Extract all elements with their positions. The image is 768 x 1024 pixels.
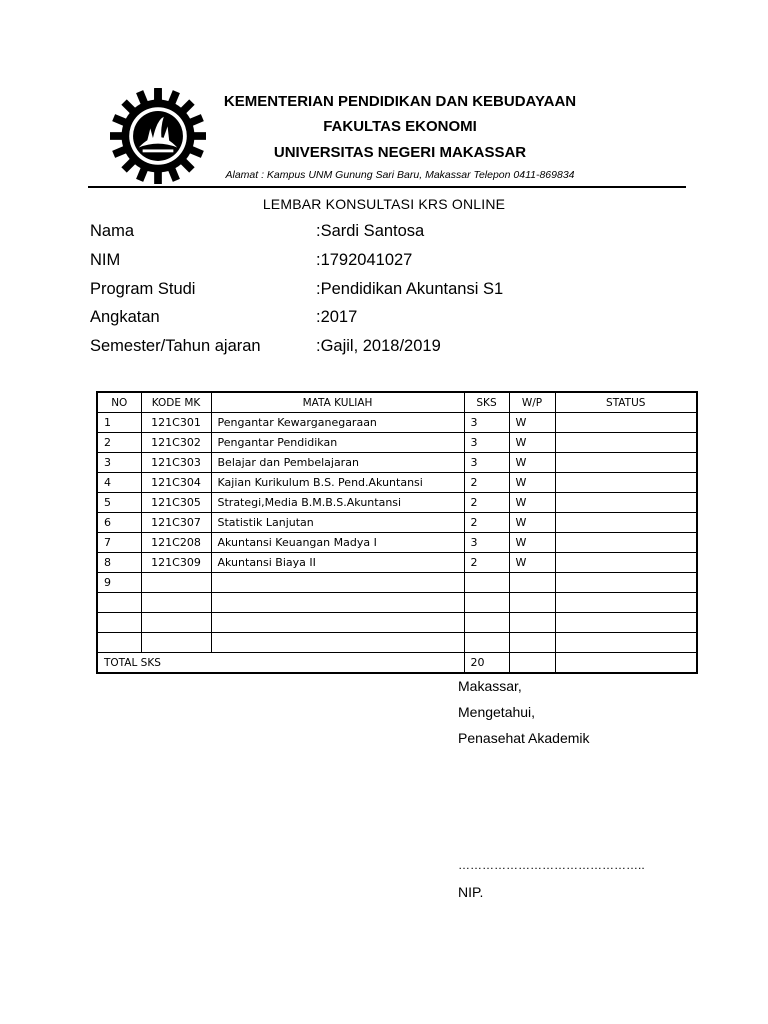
table-row <box>97 573 697 593</box>
header-sks: SKS <box>464 392 509 413</box>
nim-label: NIM <box>90 251 121 269</box>
cell-status <box>555 473 697 493</box>
cell-kode-mk: 121C305 <box>141 493 211 513</box>
total-status-cell <box>555 653 697 674</box>
table-row <box>97 453 697 473</box>
cell-no: 8 <box>97 553 141 573</box>
cell-no <box>97 613 141 633</box>
cell-status <box>555 593 697 613</box>
address-line: Alamat : Kampus UNM Gunung Sari Baru, Makassar Telepon 0411-869834 <box>225 169 575 181</box>
cell-sks <box>464 593 509 613</box>
cell-kode-mk: 121C307 <box>141 513 211 533</box>
cell-sks: 3 <box>464 453 509 473</box>
cell-sks: 3 <box>464 413 509 433</box>
total-sks-value: 20 <box>464 653 509 674</box>
cell-sks <box>464 633 509 653</box>
cell-no: 9 <box>97 573 141 593</box>
cell-wp <box>509 573 555 593</box>
faculty-name: FAKULTAS EKONOMI <box>323 118 477 135</box>
cell-mata-kuliah: Akuntansi Keuangan Madya I <box>211 533 464 553</box>
cell-kode-mk <box>141 593 211 613</box>
cell-no: 5 <box>97 493 141 513</box>
cell-status <box>555 553 697 573</box>
cell-wp <box>509 633 555 653</box>
cell-wp <box>509 613 555 633</box>
cell-sks: 2 <box>464 493 509 513</box>
cell-kode-mk <box>141 613 211 633</box>
total-sks-label: TOTAL SKS <box>97 653 464 674</box>
cell-no: 3 <box>97 453 141 473</box>
semester-value: :Gajil, 2018/2019 <box>316 337 441 355</box>
cell-no: 4 <box>97 473 141 493</box>
cell-sks: 2 <box>464 473 509 493</box>
cell-status <box>555 433 697 453</box>
cell-mata-kuliah: Pengantar Pendidikan <box>211 433 464 453</box>
cell-sks: 3 <box>464 533 509 553</box>
cell-kode-mk: 121C304 <box>141 473 211 493</box>
header-wp: W/P <box>509 392 555 413</box>
cell-no: 2 <box>97 433 141 453</box>
cell-wp: W <box>509 473 555 493</box>
table-row <box>97 553 697 573</box>
cell-wp: W <box>509 413 555 433</box>
program-label: Program Studi <box>90 280 196 298</box>
table-row <box>97 633 697 653</box>
cell-status <box>555 493 697 513</box>
table-row <box>97 473 697 493</box>
total-row <box>97 653 697 674</box>
cell-status <box>555 413 697 433</box>
table-row <box>97 493 697 513</box>
cell-sks: 2 <box>464 553 509 573</box>
name-label: Nama <box>90 222 135 240</box>
table-row <box>97 413 697 433</box>
cell-no: 7 <box>97 533 141 553</box>
sign-place: Makassar, <box>458 678 522 694</box>
university-name: UNIVERSITAS NEGERI MAKASSAR <box>273 144 527 161</box>
sign-role: Penasehat Akademik <box>458 730 590 746</box>
cell-mata-kuliah: Statistik Lanjutan <box>211 513 464 533</box>
cell-kode-mk: 121C303 <box>141 453 211 473</box>
cell-kode-mk <box>141 633 211 653</box>
signature-dots: ……………………………………….. <box>458 858 645 872</box>
name-value: :Sardi Santosa <box>316 222 425 240</box>
cell-kode-mk: 121C309 <box>141 553 211 573</box>
year-label: Angkatan <box>90 308 160 326</box>
cell-mata-kuliah: Belajar dan Pembelajaran <box>211 453 464 473</box>
cell-status <box>555 573 697 593</box>
cell-kode-mk: 121C302 <box>141 433 211 453</box>
table-row <box>97 513 697 533</box>
cell-mata-kuliah: Strategi,Media B.M.B.S.Akuntansi <box>211 493 464 513</box>
header-kode-mk: KODE MK <box>141 392 211 413</box>
cell-no: 1 <box>97 413 141 433</box>
cell-sks: 2 <box>464 513 509 533</box>
cell-no <box>97 633 141 653</box>
nim-value: :1792041027 <box>316 251 413 269</box>
header-mata-kuliah: MATA KULIAH <box>211 392 464 413</box>
cell-kode-mk: 121C301 <box>141 413 211 433</box>
cell-status <box>555 513 697 533</box>
cell-wp: W <box>509 513 555 533</box>
table-row <box>97 533 697 553</box>
header-no: NO <box>97 392 141 413</box>
form-title: LEMBAR KONSULTASI KRS ONLINE <box>262 196 506 212</box>
cell-wp <box>509 593 555 613</box>
cell-wp: W <box>509 553 555 573</box>
cell-mata-kuliah <box>211 613 464 633</box>
cell-sks: 3 <box>464 433 509 453</box>
cell-status <box>555 633 697 653</box>
table-row <box>97 593 697 613</box>
total-wp-cell <box>509 653 555 674</box>
sign-acknowledged: Mengetahui, <box>458 704 536 720</box>
cell-wp: W <box>509 533 555 553</box>
semester-label: Semester/Tahun ajaran <box>90 337 261 355</box>
year-value: :2017 <box>316 308 358 326</box>
cell-sks <box>464 613 509 633</box>
krs-table <box>96 391 698 674</box>
table-header-row <box>97 392 697 413</box>
cell-kode-mk <box>141 573 211 593</box>
cell-mata-kuliah: Akuntansi Biaya II <box>211 553 464 573</box>
cell-no <box>97 593 141 613</box>
cell-mata-kuliah <box>211 573 464 593</box>
cell-wp: W <box>509 433 555 453</box>
cell-kode-mk: 121C208 <box>141 533 211 553</box>
cell-mata-kuliah <box>211 633 464 653</box>
cell-mata-kuliah <box>211 593 464 613</box>
cell-no: 6 <box>97 513 141 533</box>
cell-status <box>555 453 697 473</box>
program-value: :Pendidikan Akuntansi S1 <box>316 280 504 298</box>
header-divider <box>88 186 686 188</box>
cell-mata-kuliah: Kajian Kurikulum B.S. Pend.Akuntansi <box>211 473 464 493</box>
cell-mata-kuliah: Pengantar Kewarganegaraan <box>211 413 464 433</box>
cell-sks <box>464 573 509 593</box>
cell-status <box>555 613 697 633</box>
ministry-name: KEMENTERIAN PENDIDIKAN DAN KEBUDAYAAN <box>223 93 577 110</box>
cell-wp: W <box>509 493 555 513</box>
table-row <box>97 613 697 633</box>
cell-wp: W <box>509 453 555 473</box>
table-row <box>97 433 697 453</box>
cell-status <box>555 533 697 553</box>
nip-label: NIP. <box>458 884 484 900</box>
header-status: STATUS <box>555 392 697 413</box>
